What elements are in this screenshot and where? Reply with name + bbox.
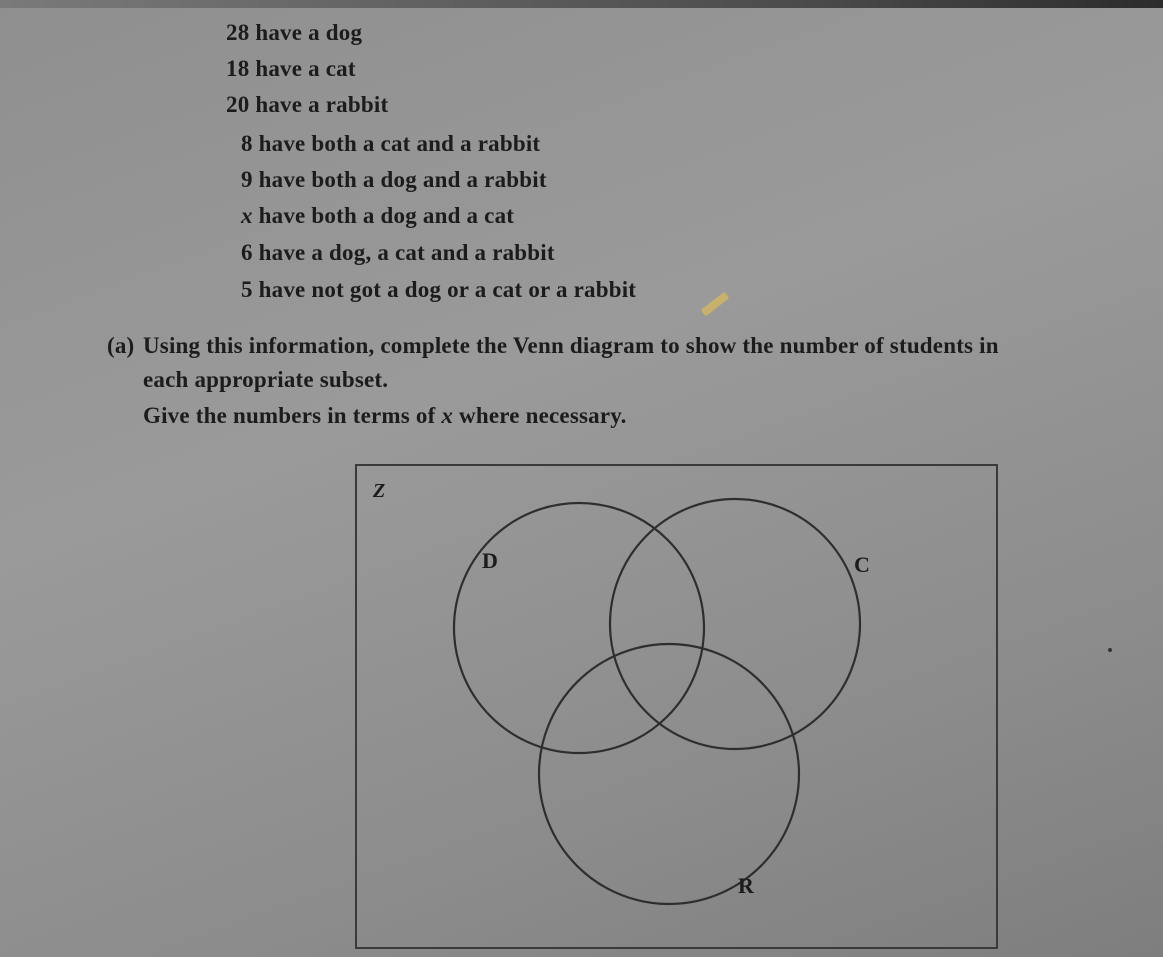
- fact-none: 5 have not got a dog or a cat or a rabbit: [241, 277, 637, 302]
- set-label-cat: C: [854, 552, 870, 577]
- fact-dog-rabbit: 9 have both a dog and a rabbit: [241, 167, 547, 192]
- fact-dog-cat: x have both a dog and a cat: [241, 203, 515, 228]
- paper-speck: [1108, 648, 1112, 652]
- set-label-rabbit: R: [738, 873, 754, 898]
- question-part-label: (a): [107, 333, 135, 358]
- universal-set-label: Z: [373, 480, 386, 502]
- fact-cat: 18 have a cat: [226, 56, 356, 81]
- fact-rabbit: 20 have a rabbit: [226, 92, 389, 117]
- fact-dog: 28 have a dog: [226, 20, 363, 45]
- pencil-icon: [701, 292, 730, 317]
- set-label-dog: D: [482, 548, 498, 573]
- venn-circles: [357, 466, 998, 949]
- question-line-2: each appropriate subset.: [143, 367, 389, 392]
- screen-edge-shadow: [0, 0, 1163, 8]
- fact-all-three: 6 have a dog, a cat and a rabbit: [241, 240, 555, 265]
- circle-rabbit: [539, 644, 799, 904]
- question-line-1: Using this information, complete the Venn diagram to show the number of students in: [143, 333, 999, 358]
- venn-diagram-frame: [355, 464, 998, 949]
- fact-cat-rabbit: 8 have both a cat and a rabbit: [241, 131, 541, 156]
- circle-dog: [454, 503, 704, 753]
- question-line-3: Give the numbers in terms of x where necessary.: [143, 403, 627, 428]
- circle-cat: [610, 499, 860, 749]
